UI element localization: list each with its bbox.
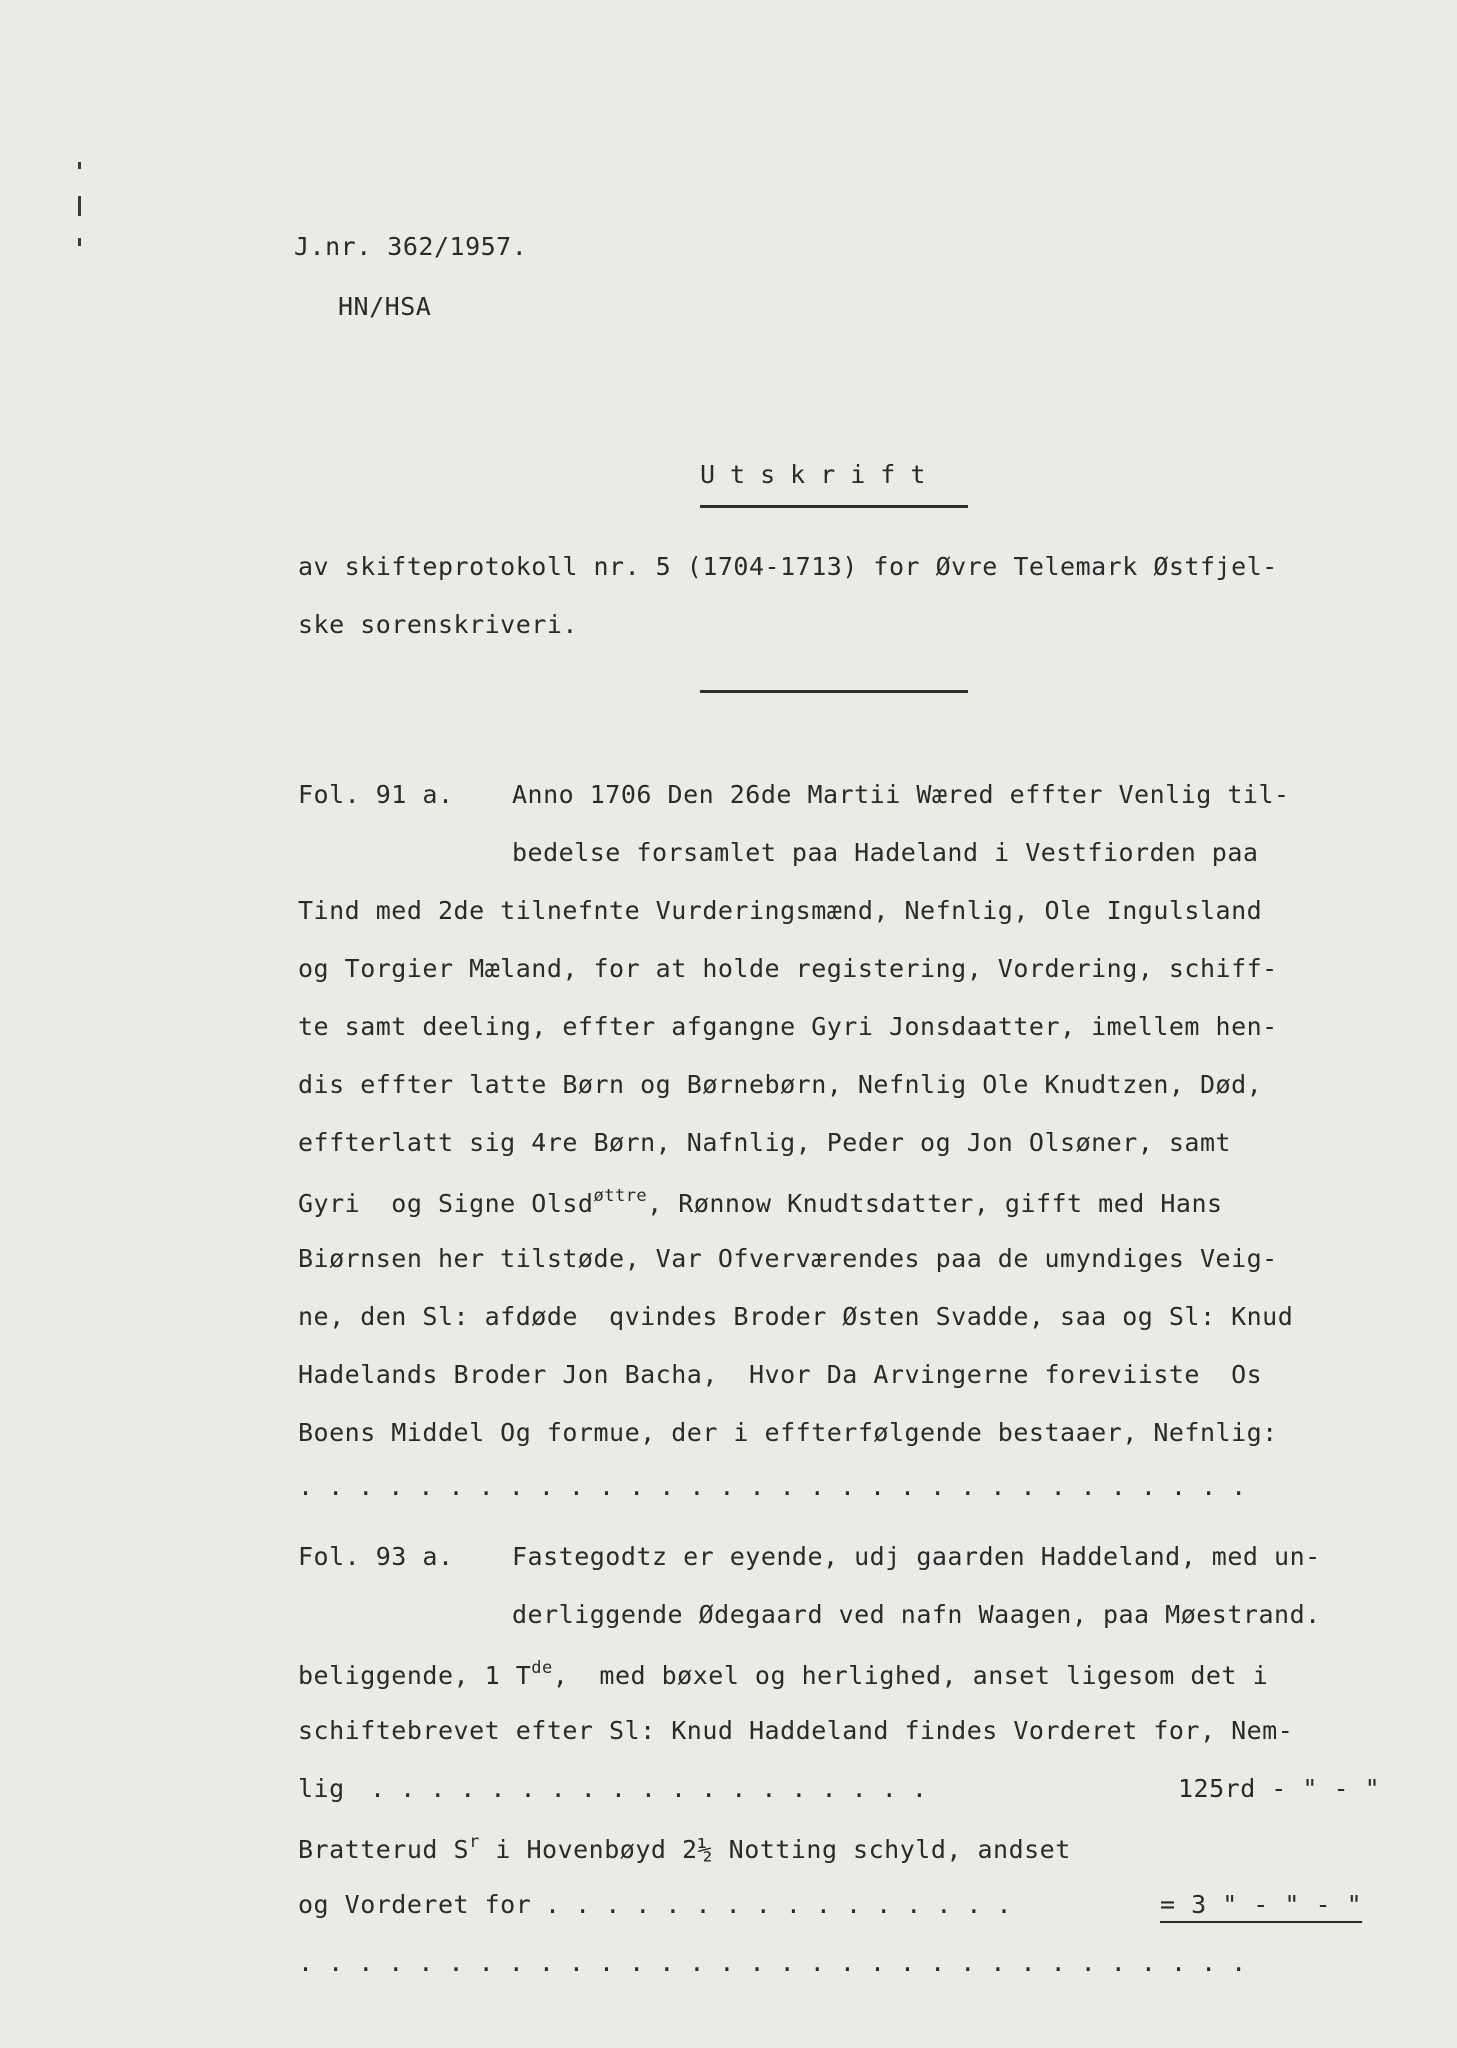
text-line: te samt deeling, effter afgangne Gyri Jonsdaatter, imellem hen- [298, 1012, 1278, 1041]
text-line: lig [298, 1774, 345, 1803]
page-title: Utskrift [700, 460, 941, 489]
title-underline [700, 505, 968, 508]
section-divider [700, 690, 968, 693]
text-fragment: , med bøxel og herlighed, anset ligesom det i [552, 1661, 1269, 1690]
text-fragment: , Rønnow Knudtsdatter, gifft med Hans [647, 1189, 1223, 1218]
initials: HN/HSA [338, 292, 432, 321]
superscript: øttre [593, 1186, 648, 1206]
text-line: bedelse forsamlet paa Hadeland i Vestfiorden paa [512, 838, 1259, 867]
superscript: r [469, 1832, 480, 1852]
text-line: og Torgier Mæland, for at holde registering, Vordering, schiff- [298, 954, 1278, 983]
text-line: Anno 1706 Den 26de Martii Wæred effter Venlig til- [512, 780, 1290, 809]
text-line: Biørnsen her tilstøde, Var Ofverværendes paa de umyndiges Veig- [298, 1244, 1278, 1273]
text-line [298, 1832, 1071, 1864]
amount-total: = 3 " - " - " [1160, 1890, 1363, 1919]
margin-mark [78, 162, 81, 169]
text-line: schiftebrevet efter Sl: Knud Haddeland findes Vorderet for, Nem- [298, 1716, 1294, 1745]
intro-line: av skifteprotokoll nr. 5 (1704-1713) for Øvre Telemark Østfjel- [298, 552, 1278, 581]
text-line: Boens Middel Og formue, der i effterfølgende bestaaer, Nefnlig: [298, 1418, 1278, 1447]
text-line [298, 1658, 1268, 1690]
text-fragment: beliggende, 1 T [298, 1661, 532, 1690]
text-fragment: i Hovenbøyd 2½ Notting schyld, andset [479, 1835, 1071, 1864]
margin-mark [78, 238, 81, 246]
text-line: og Vorderet for [298, 1890, 532, 1919]
text-line: Hadelands Broder Jon Bacha, Hvor Da Arvingerne foreviiste Os [298, 1360, 1263, 1389]
dot-leader: . . . . . . . . . . . . . . . . [545, 1890, 1012, 1919]
folio-label: Fol. 93 a. [298, 1542, 454, 1571]
text-line: Fastegodtz er eyende, udj gaarden Haddeland, med un- [512, 1542, 1321, 1571]
text-line: dis effter latte Børn og Børnebørn, Nefnlig Ole Knudtzen, Død, [298, 1070, 1263, 1099]
dotted-separator: . . . . . . . . . . . . . . . . . . . . . . . . . . . . . . . . [298, 1948, 1247, 1977]
amount: 125rd - " - " [1178, 1774, 1381, 1803]
dot-leader: . . . . . . . . . . . . . . . . . . . [370, 1774, 927, 1803]
intro-line: ske sorenskriveri. [298, 610, 578, 639]
text-line: Tind med 2de tilnefnte Vurderingsmænd, Nefnlig, Ole Ingulsland [298, 896, 1263, 925]
text-line: derliggende Ødegaard ved nafn Waagen, paa Møestrand. [512, 1600, 1321, 1629]
dotted-separator: . . . . . . . . . . . . . . . . . . . . . . . . . . . . . . . . [298, 1472, 1247, 1501]
text-fragment: Bratterud S [298, 1835, 470, 1864]
text-line: ne, den Sl: afdøde qvindes Broder Østen Svadde, saa og Sl: Knud [298, 1302, 1294, 1331]
margin-mark [78, 196, 81, 216]
superscript: de [531, 1658, 553, 1678]
text-fragment: Gyri og Signe Olsd [298, 1189, 594, 1218]
journal-number: J.nr. 362/1957. [294, 232, 528, 261]
folio-label: Fol. 91 a. [298, 780, 454, 809]
text-line: effterlatt sig 4re Børn, Nafnlig, Peder og Jon Olsøner, samt [298, 1128, 1232, 1157]
text-line [298, 1186, 1223, 1218]
